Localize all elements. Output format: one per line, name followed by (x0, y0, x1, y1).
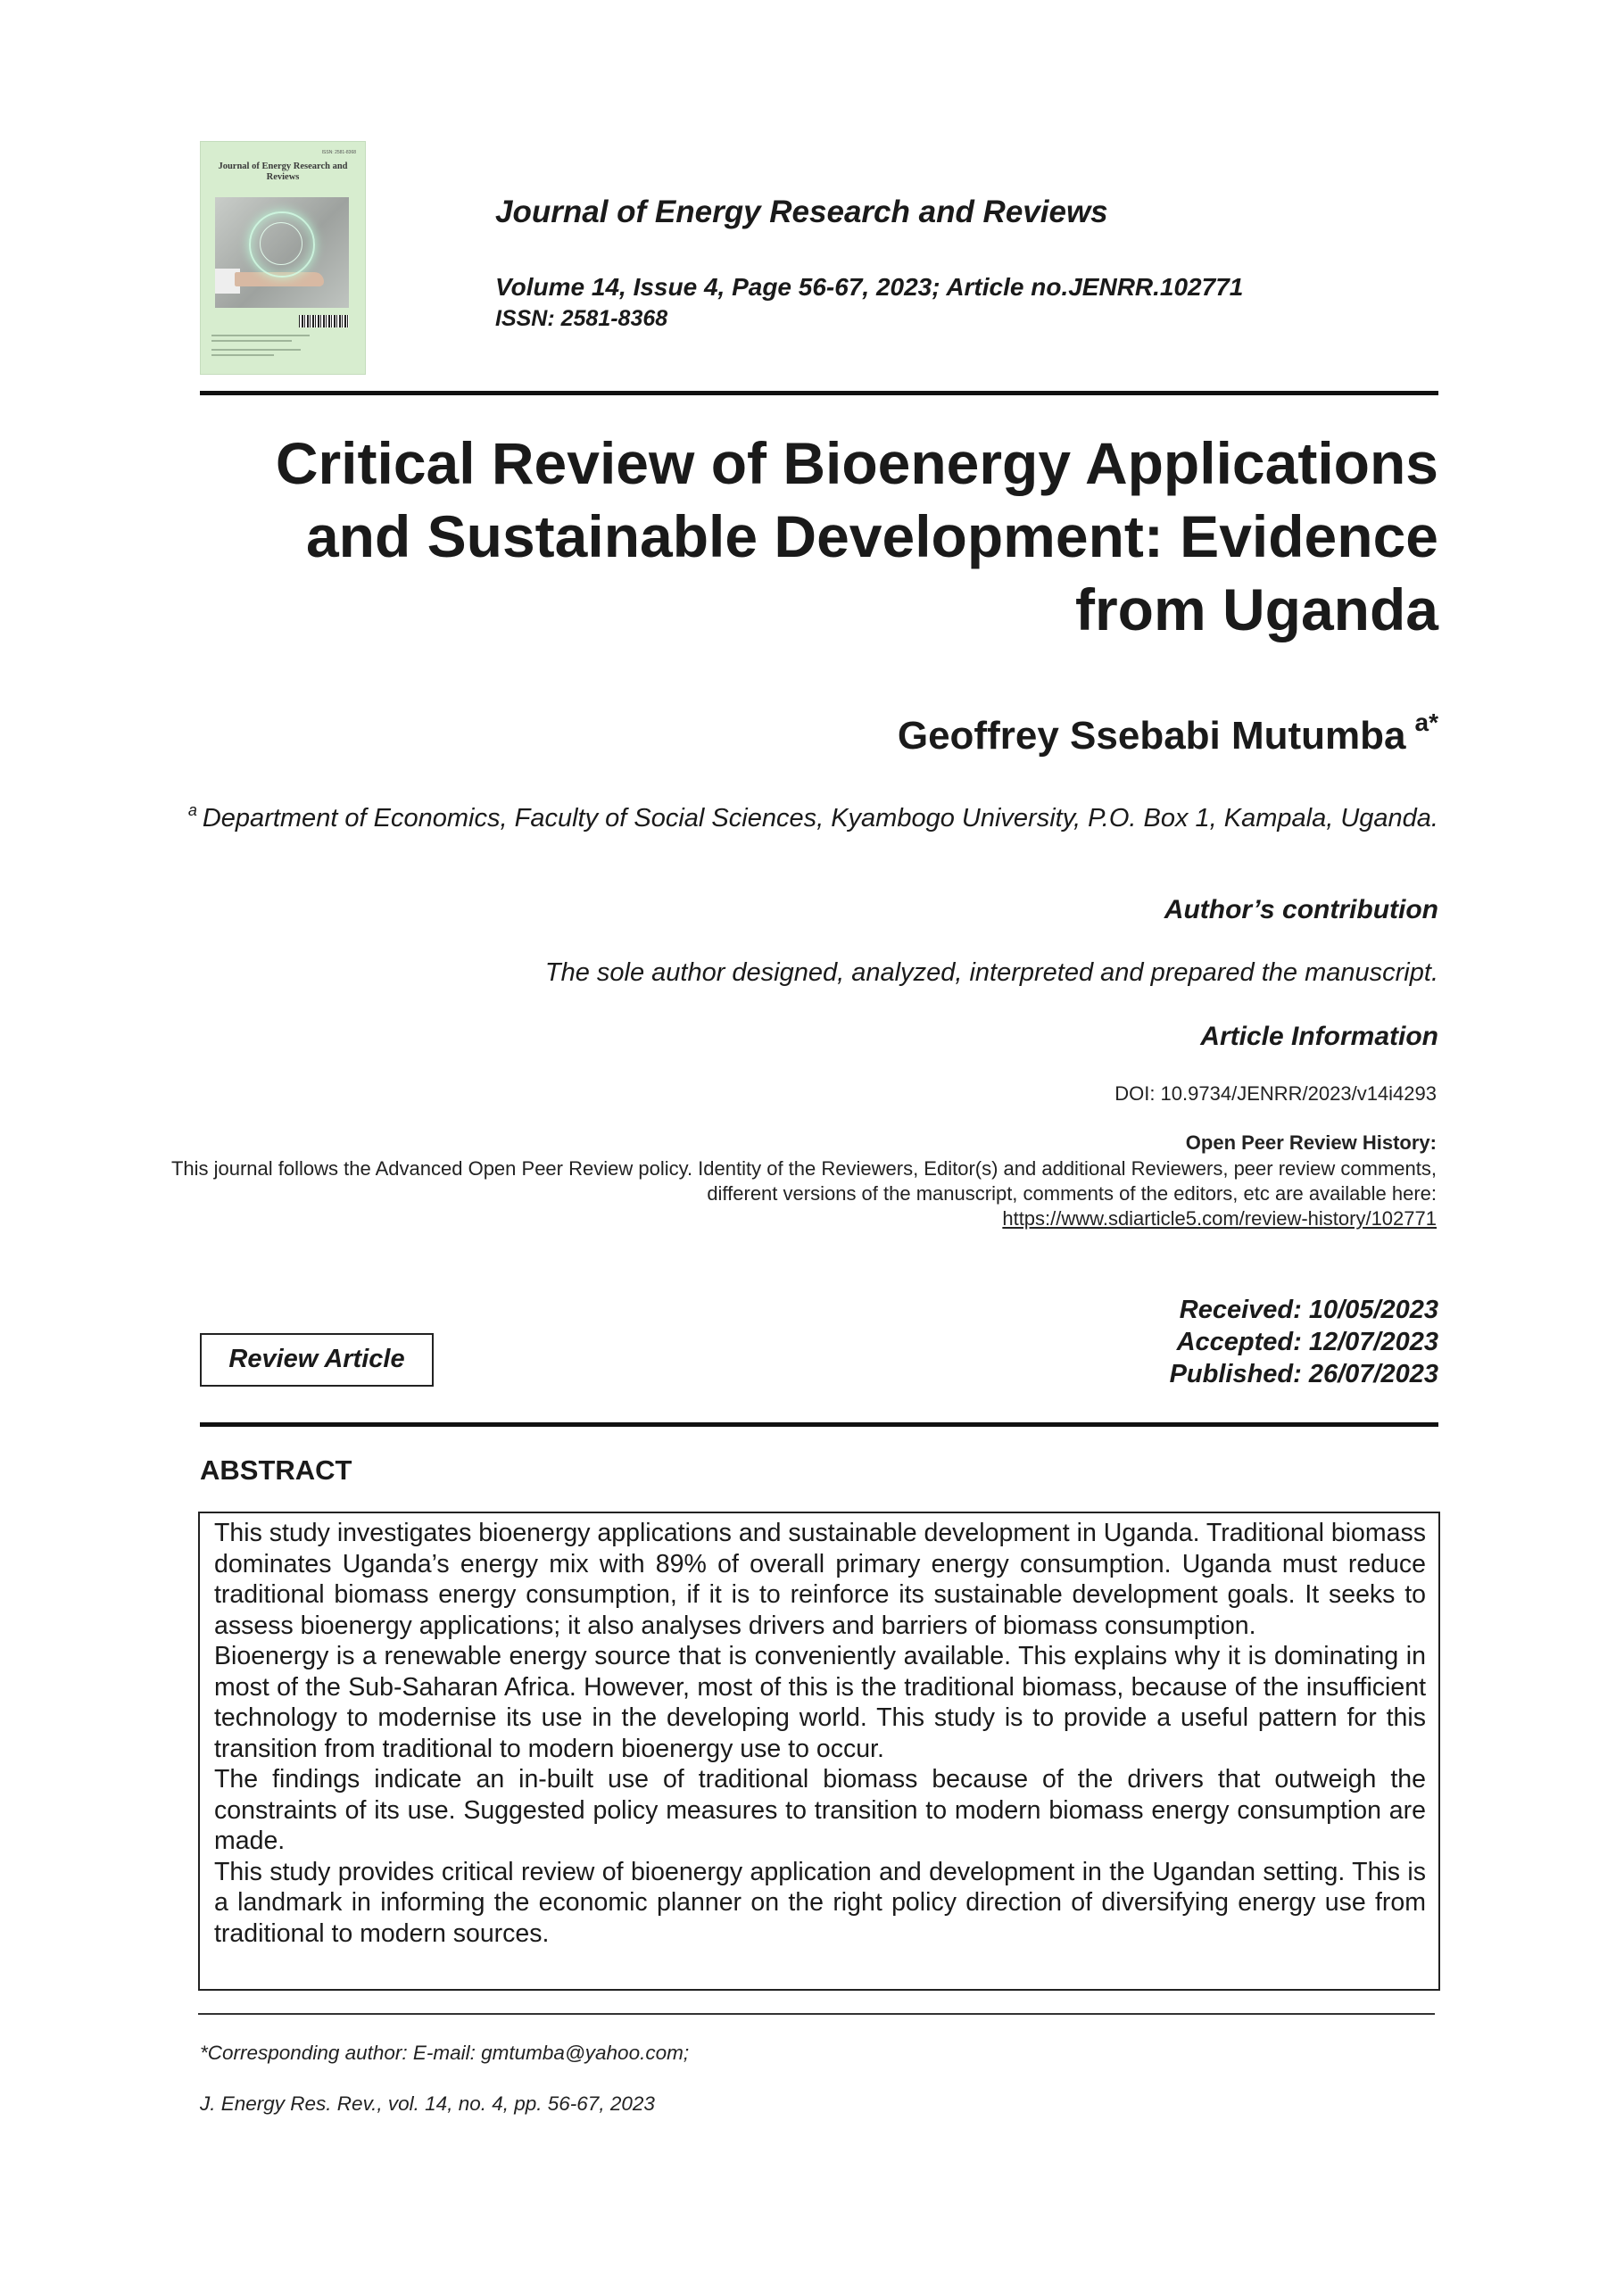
cover-title: Journal of Energy Research and Reviews (218, 162, 348, 182)
volume-info: Volume 14, Issue 4, Page 56-67, 2023; Article no.JENRR.102771 (495, 273, 1244, 301)
cover-energy-orb-inner (260, 222, 302, 265)
corresponding-author: *Corresponding author: E-mail: gmtumba@yahoo.com; (200, 2042, 690, 2064)
abstract-paragraph: The findings indicate an in-built use of traditional biomass because of the drivers that outweigh the constraints of its use. Suggested policy measures to transition to modern biomass energy consumption are made. (214, 1765, 1426, 1855)
peer-review-link[interactable]: https://www.sdiarticle5.com/review-history/102771 (1002, 1207, 1437, 1230)
issn: ISSN: 2581-8368 (495, 306, 668, 331)
abstract-paragraph: Bioenergy is a renewable energy source that is conveniently available. This explains why it is dominating in most of the Sub-Saharan Africa. However, most of this is the traditional biomass, because of the insufficient technology to modernise its use in the developing world. This study is to provide a useful pattern for this transition from traditional to modern bioenergy use to occur. (214, 1642, 1426, 1763)
abstract-paragraph: This study investigates bioenergy applications and sustainable development in Uganda. Traditional biomass dominates Uganda’s energy mix with 89% of overall primary energy consumption. Uganda must reduce traditional biomass energy consumption, if it is to reinforce its sustainable development goals. It seeks to assess bioenergy applications; it also analyses drivers and barriers of biomass consumption. (214, 1519, 1426, 1640)
author-affiliation-mark: a* (1414, 708, 1438, 736)
affiliation-mark: a (187, 801, 197, 819)
cover-fine-print-line (211, 335, 310, 336)
published-date: Published: 26/07/2023 (1169, 1360, 1438, 1388)
article-dates (1170, 1294, 1438, 1390)
peer-review-heading: Open Peer Review History: (1185, 1131, 1437, 1154)
author-name-text: Geoffrey Ssebabi Mutumba (897, 714, 1406, 758)
journal-name: Journal of Energy Research and Reviews (495, 195, 1108, 229)
article-title: Critical Review of Bioenergy Applications and Sustainable Development: Evidence from Uganda (275, 430, 1438, 642)
cover-fine-print-line (211, 340, 292, 342)
affiliation-text: Department of Economics, Faculty of Social Sciences, Kyambogo University, P.O. Box 1, Kampala, Uganda. (202, 804, 1438, 833)
doi: DOI: 10.9734/JENRR/2023/v14i4293 (1114, 1082, 1437, 1105)
citation: J. Energy Res. Rev., vol. 14, no. 4, pp. 56-67, 2023 (200, 2092, 655, 2115)
article-type-badge: Review Article (200, 1333, 434, 1387)
abstract-box (198, 1512, 1440, 1991)
author-affiliation (171, 794, 1438, 834)
cover-illustration (215, 197, 349, 308)
received-date: Received: 10/05/2023 (1179, 1296, 1438, 1324)
cover-fine-print-line (211, 349, 301, 351)
abstract-paragraph: This study provides critical review of bioenergy application and development in the Ugandan setting. This is a landmark in informing the economic planner on the right policy direction of diversifying energy use from traditional to modern sources. (214, 1857, 1426, 1948)
abstract-heading: ABSTRACT (200, 1454, 352, 1486)
footnote-divider (198, 2013, 1435, 2015)
accepted-date: Accepted: 12/07/2023 (1176, 1328, 1438, 1356)
header-divider (200, 391, 1438, 395)
journal-cover-image (200, 141, 366, 375)
contribution-heading: Author’s contribution (1164, 895, 1438, 924)
cover-fine-print-line (211, 354, 274, 356)
cover-issn: ISSN: 2581-8368 (321, 150, 356, 155)
author-name (898, 708, 1438, 758)
article-info-heading: Article Information (1200, 1022, 1438, 1051)
cover-barcode-icon (299, 315, 349, 327)
abstract-divider (200, 1422, 1438, 1427)
peer-review-text: This journal follows the Advanced Open Peer Review policy. Identity of the Reviewers, Editor(s) and additional Reviewers, peer review comments, different versions of the manuscript, comments of the editors, etc are available here: (170, 1157, 1437, 1205)
contribution-text: The sole author designed, analyzed, interpreted and prepared the manuscript. (544, 958, 1438, 987)
